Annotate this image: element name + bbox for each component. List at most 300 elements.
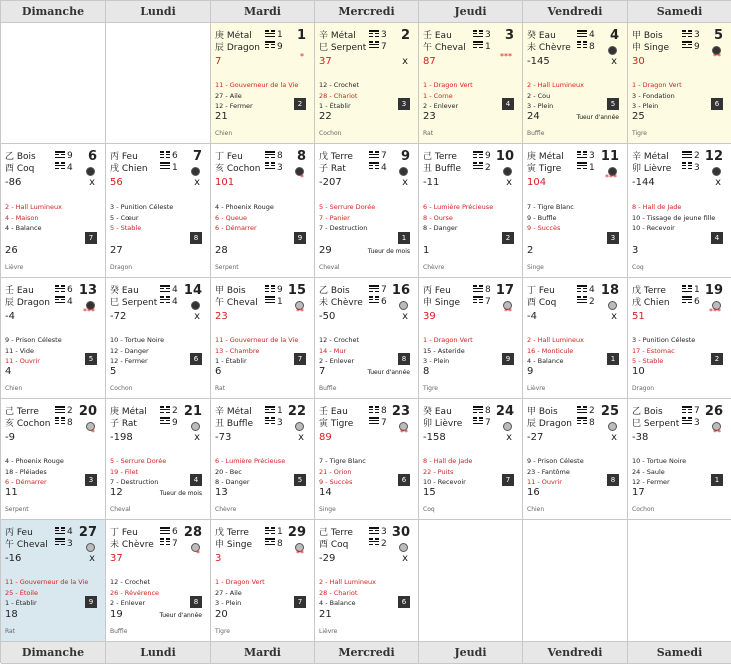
event-item: 4 - Phoenix Rouge <box>215 203 274 211</box>
hexagram-icon <box>369 417 379 425</box>
hexagram-icon <box>369 285 379 293</box>
stem-branch <box>5 406 51 430</box>
day-number: 18 <box>600 283 619 298</box>
event-item: 2 - Hall Lumineux <box>527 336 585 344</box>
event-item: 11 - Gouverneur de la Vie <box>215 81 299 89</box>
event-list <box>527 335 584 367</box>
hexagram-icon <box>369 538 379 546</box>
earthly-branch: 酉 Coq <box>5 164 35 174</box>
day-cell[interactable] <box>315 399 419 520</box>
day-score: 89 <box>319 432 332 443</box>
earthly-branch: 巳 Serpent <box>632 419 680 429</box>
hexagram-number: 4 <box>381 163 387 173</box>
lunar-day: 20 <box>215 609 228 620</box>
day-cell[interactable] <box>1 520 106 642</box>
hexagram-icon <box>160 527 170 535</box>
heavenly-stem: 丙 Feu <box>423 286 451 296</box>
star-badge: 4 <box>711 232 723 244</box>
hexagram-icon <box>577 406 587 414</box>
day-cell[interactable] <box>628 278 731 399</box>
hexagram-icon <box>577 41 587 49</box>
day-cell[interactable] <box>1 278 106 399</box>
day-cell[interactable] <box>106 144 211 278</box>
star-badge: 1 <box>607 353 619 365</box>
day-mark: x <box>89 553 95 564</box>
hexagram-icon <box>55 285 65 293</box>
weekday-header: Jeudi <box>419 1 523 23</box>
event-item: 1 - Dragon Vert <box>215 578 265 586</box>
hexagram-number: 3 <box>381 30 387 40</box>
day-number: 8 <box>296 149 306 164</box>
day-mark: * <box>300 173 304 182</box>
clash-animal: Cochon <box>632 506 655 513</box>
event-item: 1 - Établir <box>215 357 247 365</box>
day-number: 25 <box>600 404 619 419</box>
event-item: 1 - Dragon Vert <box>632 81 682 89</box>
lunar-day: 8 <box>423 366 430 377</box>
event-item: 2 - Cou <box>527 91 551 100</box>
hexagram-number: 2 <box>381 539 387 549</box>
event-list <box>319 577 376 609</box>
event-item: 10 - Tissage de jeune fille <box>632 213 716 222</box>
killer-note: Tueur d'année <box>576 114 619 121</box>
day-cell[interactable] <box>106 278 211 399</box>
star-badge: 6 <box>711 98 723 110</box>
event-list <box>319 335 359 367</box>
moon-phase-icon <box>608 301 617 310</box>
moon-phase-icon <box>191 167 200 176</box>
hexagram-number: 4 <box>67 527 73 537</box>
day-cell[interactable] <box>419 399 523 520</box>
star-badge: 7 <box>294 353 306 365</box>
clash-animal: Buffle <box>527 130 545 137</box>
earthly-branch: 卯 Lièvre <box>632 164 672 174</box>
star-badge: 8 <box>607 474 619 486</box>
hexagram-icon <box>682 285 692 293</box>
event-list <box>5 335 62 367</box>
event-item: 7 - Panier <box>319 213 350 222</box>
day-mark: x <box>298 432 304 443</box>
day-cell[interactable] <box>1 399 106 520</box>
day-number: 3 <box>504 28 514 43</box>
day-score: 37 <box>110 553 123 564</box>
hexagram-number: 2 <box>589 406 595 416</box>
day-cell[interactable] <box>315 144 419 278</box>
hexagram-number: 2 <box>67 406 73 416</box>
heavenly-stem: 甲 Bois <box>527 407 558 417</box>
earthly-branch: 午 Cheval <box>5 540 48 550</box>
event-list <box>632 456 686 488</box>
stem-branch <box>319 30 366 54</box>
day-number: 1 <box>296 28 306 43</box>
day-cell[interactable] <box>315 520 419 642</box>
event-item: 11 - Ouvrir <box>527 478 562 486</box>
stem-branch <box>215 527 252 551</box>
day-mark: ** <box>296 549 304 558</box>
lunar-day: 13 <box>215 487 228 498</box>
day-score: 23 <box>215 311 228 322</box>
earthly-branch: 酉 Coq <box>319 540 349 550</box>
hexagram-icon <box>55 527 65 535</box>
event-item: 22 - Puits <box>423 467 454 476</box>
day-number: 22 <box>287 404 306 419</box>
lunar-day: 7 <box>319 366 326 377</box>
day-cell[interactable] <box>1 144 106 278</box>
day-cell[interactable] <box>211 144 315 278</box>
day-number: 30 <box>391 525 410 540</box>
hexagram-icon <box>265 30 275 38</box>
lunar-day: 11 <box>5 487 18 498</box>
earthly-branch: 寅 Tigre <box>527 164 562 174</box>
day-score: -4 <box>527 311 537 322</box>
event-item: 10 - Recevoir <box>423 478 466 486</box>
hexagram-number: 9 <box>277 42 283 52</box>
event-list <box>423 80 473 112</box>
star-badge: 2 <box>711 353 723 365</box>
day-score: 7 <box>215 56 222 67</box>
lunar-day: 15 <box>423 487 436 498</box>
moon-phase-icon <box>86 543 95 552</box>
hexagram-icon <box>682 151 692 159</box>
day-number: 2 <box>400 28 410 43</box>
clash-animal: Chien <box>215 130 233 137</box>
clash-animal: Singe <box>527 264 544 271</box>
hexagram-icon <box>265 417 275 425</box>
clash-animal: Cochon <box>110 385 133 392</box>
hexagram-icon <box>577 30 587 38</box>
hexagram-number: 6 <box>172 527 178 537</box>
clash-animal: Chien <box>527 506 545 513</box>
event-list <box>423 335 473 367</box>
hexagram-number: 6 <box>694 297 700 307</box>
event-item: 9 - Buffle <box>527 213 557 222</box>
hexagram-number: 2 <box>485 163 491 173</box>
heavenly-stem: 辛 Métal <box>215 407 252 417</box>
day-number: 12 <box>704 149 723 164</box>
event-item: 3 - Plein <box>527 102 554 110</box>
day-number: 26 <box>704 404 723 419</box>
weekday-header: Lundi <box>106 1 211 23</box>
day-cell[interactable] <box>106 520 211 642</box>
day-mark: x <box>715 177 721 188</box>
stem-branch <box>5 151 36 175</box>
earthly-branch: 子 Rat <box>110 419 137 429</box>
clash-animal: Serpent <box>215 264 239 271</box>
event-item: 12 - Danger <box>110 346 149 355</box>
clash-animal: Lièvre <box>527 385 546 392</box>
stem-branch <box>632 285 670 309</box>
day-score: 104 <box>527 177 547 188</box>
hexagram-icon <box>473 285 483 293</box>
star-badge: 9 <box>85 596 97 608</box>
event-item: 2 - Enlever <box>110 599 146 607</box>
hexagram-number: 6 <box>67 285 73 295</box>
weekday-footer: Mardi <box>211 642 315 664</box>
killer-note: Tueur de mois <box>159 490 202 497</box>
hexagram-number: 7 <box>172 539 178 549</box>
event-item: 9 - Prison Céleste <box>5 336 62 344</box>
clash-animal: Lièvre <box>319 628 338 635</box>
day-number: 16 <box>391 283 410 298</box>
weekday-header: Vendredi <box>523 1 628 23</box>
hexagram-icon <box>473 151 483 159</box>
hexagram-icon <box>160 417 170 425</box>
stem-branch <box>319 151 353 175</box>
hexagram-number: 9 <box>485 151 491 161</box>
event-item: 7 - Tigre Blanc <box>319 457 366 465</box>
star-badge: 7 <box>502 474 514 486</box>
clash-animal: Coq <box>632 264 644 271</box>
event-item: 4 - Phoenix Rouge <box>5 457 64 465</box>
day-cell[interactable] <box>419 278 523 399</box>
event-item: 1 - Dragon Vert <box>423 336 473 344</box>
hexagram-number: 8 <box>485 406 491 416</box>
lunar-day: 10 <box>632 366 645 377</box>
day-mark: *** <box>500 52 512 61</box>
day-mark: x <box>194 432 200 443</box>
clash-animal: Tigre <box>423 385 438 392</box>
stem-branch <box>319 406 353 430</box>
earthly-branch: 丑 Buffle <box>215 419 253 429</box>
earthly-branch: 酉 Coq <box>527 298 557 308</box>
day-mark: x <box>402 553 408 564</box>
day-cell[interactable] <box>211 399 315 520</box>
event-item: 2 - Hall Lumineux <box>319 578 377 586</box>
lunar-day: 21 <box>319 609 332 620</box>
clash-animal: Tigre <box>632 130 647 137</box>
killer-note: Tueur d'année <box>367 369 410 376</box>
event-item: 2 - Hall Lumineux <box>527 81 585 89</box>
empty-day-cell <box>628 520 731 642</box>
day-cell[interactable] <box>523 399 628 520</box>
day-score: -29 <box>319 553 336 564</box>
day-number: 5 <box>713 28 723 43</box>
hexagram-number: 9 <box>694 42 700 52</box>
earthly-branch: 辰 Dragon <box>215 43 260 53</box>
earthly-branch: 寅 Tigre <box>319 419 354 429</box>
event-list <box>319 202 375 234</box>
day-cell[interactable] <box>315 278 419 399</box>
hexagram-icon <box>682 41 692 49</box>
day-cell[interactable] <box>628 399 731 520</box>
heavenly-stem: 甲 Bois <box>215 286 246 296</box>
moon-phase-icon <box>399 543 408 552</box>
stem-branch <box>215 285 258 309</box>
stem-branch <box>319 285 363 309</box>
moon-phase-icon <box>191 301 200 310</box>
lunar-day: 26 <box>5 245 18 256</box>
hexagram-icon <box>160 406 170 414</box>
event-list <box>527 80 584 112</box>
day-cell[interactable] <box>628 144 731 278</box>
event-list <box>110 456 166 488</box>
heavenly-stem: 戊 Terre <box>319 152 353 162</box>
day-score: -50 <box>319 311 336 322</box>
hexagram-number: 3 <box>694 418 700 428</box>
event-item: 1 - Dragon Vert <box>423 81 473 89</box>
day-cell[interactable] <box>523 23 628 144</box>
day-score: -158 <box>423 432 446 443</box>
day-cell[interactable] <box>419 144 523 278</box>
star-badge: 5 <box>607 98 619 110</box>
event-item: 5 - Serrure Dorée <box>110 457 167 465</box>
weekday-footer: Mercredi <box>315 642 419 664</box>
event-list <box>110 335 164 367</box>
hexagram-icon <box>682 296 692 304</box>
killer-note: Tueur d'année <box>159 612 202 619</box>
heavenly-stem: 乙 Bois <box>632 407 663 417</box>
event-item: 5 - Serrure Dorée <box>319 203 376 211</box>
hexagram-number: 3 <box>694 30 700 40</box>
star-badge: 2 <box>502 232 514 244</box>
hexagram-number: 7 <box>485 418 491 428</box>
hexagram-number: 9 <box>172 418 178 428</box>
lunar-day: 25 <box>632 111 645 122</box>
hexagram-number: 4 <box>589 285 595 295</box>
day-number: 29 <box>287 525 306 540</box>
event-item: 4 - Balance <box>5 224 42 232</box>
day-number: 24 <box>495 404 514 419</box>
day-number: 13 <box>78 283 97 298</box>
clash-animal: Chien <box>5 385 23 392</box>
event-list <box>319 80 359 112</box>
lunar-day: 27 <box>110 245 123 256</box>
day-score: 3 <box>215 553 222 564</box>
day-cell[interactable] <box>106 399 211 520</box>
heavenly-stem: 庚 Métal <box>110 407 147 417</box>
clash-animal: Chèvre <box>423 264 445 271</box>
earthly-branch: 辰 Dragon <box>5 298 50 308</box>
heavenly-stem: 甲 Bois <box>632 31 663 41</box>
event-item: 18 - Pléiades <box>5 467 47 476</box>
heavenly-stem: 壬 Eau <box>319 407 348 417</box>
hexagram-icon <box>577 296 587 304</box>
clash-animal: Dragon <box>632 385 655 392</box>
event-item: 8 - Hall de Jade <box>632 203 682 211</box>
event-item: 3 - Fondation <box>632 91 675 100</box>
day-cell[interactable] <box>419 23 523 144</box>
empty-day-cell <box>106 23 211 144</box>
hexagram-icon <box>160 162 170 170</box>
day-number: 11 <box>600 149 619 164</box>
earthly-branch: 申 Singe <box>423 298 461 308</box>
stem-branch <box>423 285 460 309</box>
stem-branch <box>423 30 466 54</box>
day-mark: x <box>402 177 408 188</box>
hexagram-icon <box>682 417 692 425</box>
earthly-branch: 丑 Buffle <box>423 164 461 174</box>
day-cell[interactable] <box>523 278 628 399</box>
hexagram-number: 7 <box>381 418 387 428</box>
hexagram-icon <box>265 527 275 535</box>
event-list <box>527 456 584 488</box>
star-badge: 9 <box>294 232 306 244</box>
lunar-day: 18 <box>5 609 18 620</box>
moon-phase-icon <box>399 301 408 310</box>
event-item: 14 - Mur <box>319 346 347 355</box>
hexagram-icon <box>369 151 379 159</box>
event-item: 9 - Succès <box>319 478 353 486</box>
hexagram-icon <box>55 296 65 304</box>
day-mark: x <box>194 311 200 322</box>
day-cell[interactable] <box>211 520 315 642</box>
day-cell[interactable] <box>315 23 419 144</box>
event-item: 12 - Fermer <box>632 478 670 486</box>
heavenly-stem: 庚 Métal <box>527 152 564 162</box>
earthly-branch: 申 Singe <box>632 43 670 53</box>
event-item: 12 - Crochet <box>110 578 151 586</box>
day-mark: ** <box>504 307 512 316</box>
event-item: 15 - Asteride <box>423 346 465 355</box>
day-mark: x <box>402 311 408 322</box>
stem-branch <box>527 30 571 54</box>
day-cell[interactable] <box>523 144 628 278</box>
lunar-day: 24 <box>527 111 540 122</box>
star-badge: 4 <box>502 98 514 110</box>
event-item: 28 - Chariot <box>319 91 358 100</box>
hexagram-icon <box>369 406 379 414</box>
star-badge: 1 <box>398 232 410 244</box>
event-item: 5 - Stable <box>632 357 664 365</box>
heavenly-stem: 癸 Eau <box>110 286 139 296</box>
hexagram-icon <box>473 41 483 49</box>
event-list <box>5 577 88 609</box>
earthly-branch: 亥 Cochon <box>5 419 51 429</box>
event-item: 12 - Crochet <box>319 336 360 344</box>
day-number: 6 <box>87 149 97 164</box>
clash-animal: Cochon <box>319 130 342 137</box>
hexagram-number: 3 <box>67 539 73 549</box>
day-score: -38 <box>632 432 649 443</box>
event-list <box>110 202 173 234</box>
event-item: 3 - Plein <box>632 102 659 110</box>
day-cell[interactable] <box>628 23 731 144</box>
lunar-day: 4 <box>5 366 12 377</box>
event-item: 3 - Plein <box>215 599 242 607</box>
event-item: 13 - Chambre <box>215 346 260 355</box>
weekday-footer: Dimanche <box>1 642 106 664</box>
hexagram-icon <box>577 417 587 425</box>
day-number: 28 <box>183 525 202 540</box>
hexagram-number: 2 <box>589 297 595 307</box>
stem-branch <box>5 285 50 309</box>
hexagram-icon <box>473 30 483 38</box>
hexagram-number: 1 <box>277 30 283 40</box>
lunar-day: 16 <box>527 487 540 498</box>
moon-phase-icon <box>86 167 95 176</box>
hexagram-number: 2 <box>694 151 700 161</box>
hexagram-icon <box>265 296 275 304</box>
event-item: 8 - Ourse <box>423 213 453 222</box>
stem-branch <box>110 406 147 430</box>
hexagram-number: 3 <box>485 30 491 40</box>
lunar-day: 12 <box>110 487 123 498</box>
event-list <box>215 456 285 488</box>
hexagram-number: 7 <box>381 151 387 161</box>
event-item: 7 - Destruction <box>110 478 159 486</box>
hexagram-icon <box>160 151 170 159</box>
day-score: -16 <box>5 553 22 564</box>
clash-animal: Rat <box>5 628 16 635</box>
event-item: 5 - Cœur <box>110 213 139 222</box>
hexagram-icon <box>369 41 379 49</box>
star-badge: 6 <box>398 474 410 486</box>
day-cell[interactable] <box>211 23 315 144</box>
event-item: 6 - Lumière Précieuse <box>215 457 286 465</box>
day-cell[interactable] <box>211 278 315 399</box>
event-item: 4 - Balance <box>319 599 356 607</box>
hexagram-icon <box>473 417 483 425</box>
